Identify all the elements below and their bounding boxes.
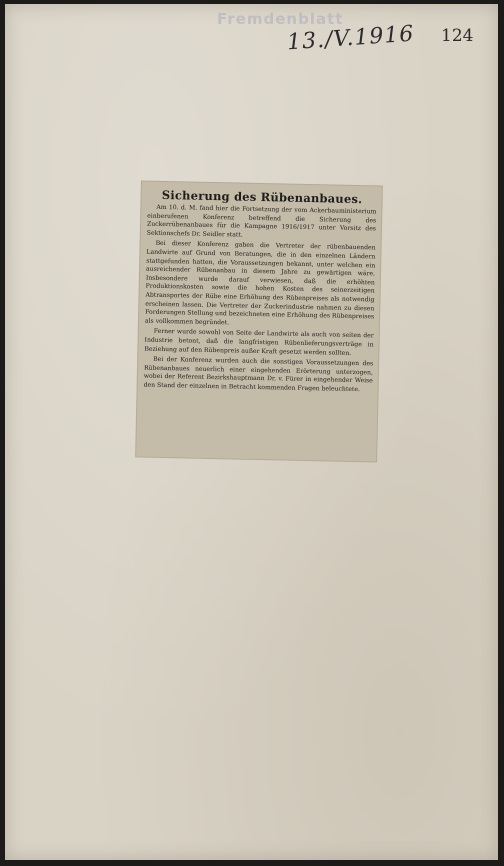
article-paragraph-3: Ferner wurde sowohl von Seite der Landwirte als auch von seiten der Industrie betont, daß die langfristigen Rübenlieferungsverträge in Beziehung auf den Rübenpreis außer Kraft gesetzt werden sollten. [144,328,374,357]
newspaper-clipping [136,182,382,462]
article-paragraph-4: Bei der Konferenz wurden auch die sonstigen Voraussetzungen des Rübenanbaues neuerlich einer eingehenden Erörterung unterzogen, wobei der Referent Bezirkshauptmann Dr. v. Fürer in eingehender Weise den Stand der einzelnen in Betracht kommenden Fragen beleuchtete. [143,355,374,394]
archive-page [5,4,498,860]
newspaper-stamp: Fremdenblatt [217,10,344,28]
handwritten-date: 13./V.1916 [286,21,416,56]
article-headline: Sicherung des Rübenanbaues. [161,187,363,207]
page-number: 124 [441,26,474,46]
article-paragraph-1: Am 10. d. M. fand hier die Fortsetzung der vom Ackerbauministerium einberufenen Konferenz betreffend die Sicherung des Zuckerrübenanbaues für die Kampagne 1916/1917 unter Vorsitz des Sektionschefs Dr. Seidler statt. [146,203,377,239]
article-paragraph-2: Bei dieser Konferenz gaben die Vertreter der rübenbauenden Landwirte auf Grund von Beratungen, die in den einzelnen Ländern stattgefunden hatten, die Voraussetzungen bekannt, unter welchen ein ausreichender Rübenanbau in diesem Jahre zu gewärtigen wäre. Insbesondere wurde darauf verwiesen, daß die erhöhten Produktionskosten sowie die hohen Kosten des seinerzeitigen Abtransportes der Rübe eine Erhöhung des Rübenpreises als notwendig erscheinen lassen. Die Vertreter der Zuckerindustrie nahmen zu diesen Forderungen Stellung und bezeichneten eine Erhöhung des Rübenpreises als vollkommen begründet. [144,240,376,327]
